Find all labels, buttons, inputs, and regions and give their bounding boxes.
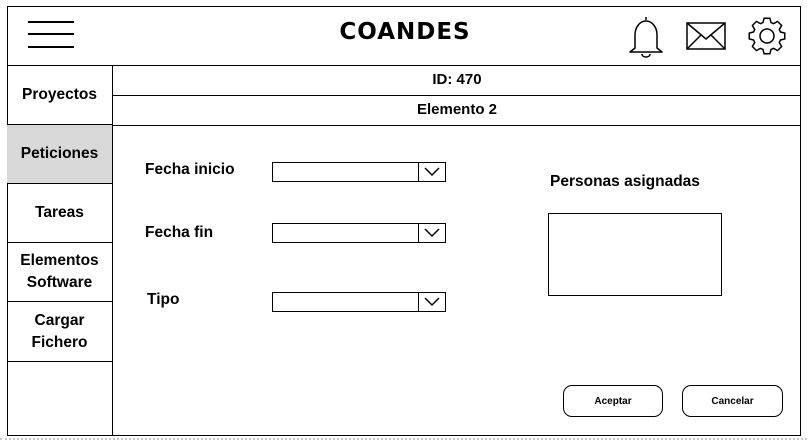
gear-icon[interactable]: [747, 16, 787, 56]
record-id: ID: 470: [113, 66, 801, 96]
chevron-down-icon[interactable]: [418, 293, 445, 311]
mail-icon[interactable]: [686, 22, 726, 50]
sidebar-item-proyectos[interactable]: [7, 66, 112, 125]
element-title: Elemento 2: [113, 96, 801, 126]
sidebar-item-cargar-fichero[interactable]: [7, 302, 112, 362]
bottom-divider: [0, 438, 807, 440]
sidebar-item-peticiones[interactable]: [7, 125, 112, 184]
sidebar-item-tareas[interactable]: [7, 184, 112, 243]
menu-icon[interactable]: [28, 19, 74, 49]
sidebar-item-label: Proyectos: [22, 86, 97, 103]
sidebar-item-label: Tareas: [35, 204, 84, 221]
end-date-select[interactable]: [272, 223, 446, 243]
assigned-people-title: Personas asignadas: [550, 173, 700, 190]
start-date-label: Fecha inicio: [145, 161, 235, 178]
chevron-down-icon[interactable]: [418, 163, 445, 181]
accept-button[interactable]: Aceptar: [563, 385, 663, 417]
sidebar-item-label: Peticiones: [20, 145, 99, 162]
assigned-people-list[interactable]: [548, 213, 722, 296]
cancel-button[interactable]: Cancelar: [682, 385, 783, 417]
start-date-select[interactable]: [272, 162, 446, 182]
sidebar-item-label: Elementos Software: [20, 252, 99, 291]
bell-icon[interactable]: [626, 15, 666, 59]
sidebar-item-label: Cargar Fichero: [31, 311, 88, 351]
sidebar-item-elementos-software[interactable]: [7, 243, 112, 302]
sidebar: [7, 66, 113, 436]
end-date-label: Fecha fin: [145, 224, 214, 241]
type-select[interactable]: [272, 292, 446, 312]
app-title: COANDES: [339, 19, 471, 45]
chevron-down-icon[interactable]: [418, 224, 445, 242]
type-label: Tipo: [147, 291, 180, 308]
sidebar-empty-area: [7, 361, 112, 436]
